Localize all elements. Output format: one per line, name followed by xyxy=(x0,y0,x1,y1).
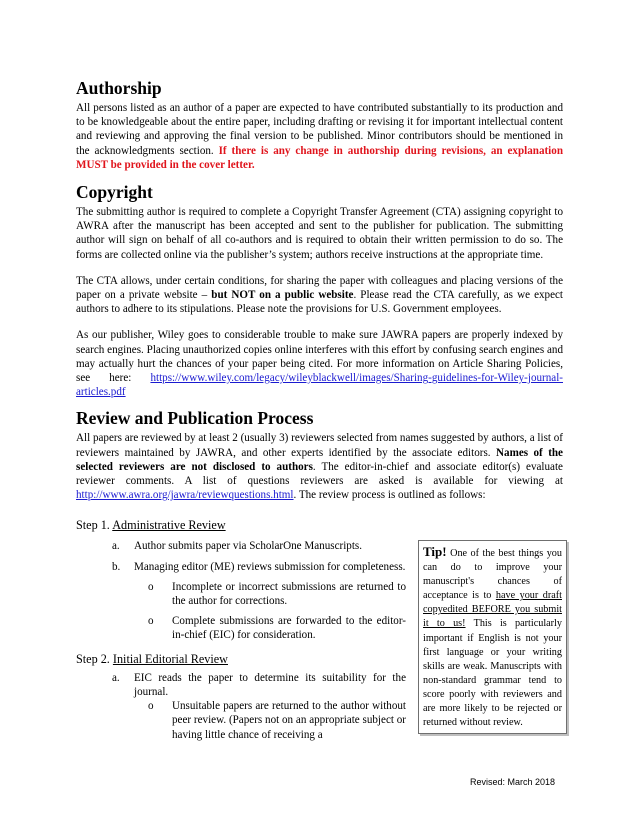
review-questions-link[interactable]: http://www.awra.org/jawra/reviewquestions.html xyxy=(76,489,294,502)
tip-after: This is particularly important if English is not your first language or your writing skills are weak. Manuscripts with non-standard grammar tend to score poorly with reviewers and are more likely to be rejected or returned without review. xyxy=(423,618,562,729)
tip-before: One of the best things you can do to improve your manuscript's chances of acceptance is to xyxy=(423,548,562,602)
bullet-1-text: Incomplete or incorrect submissions are returned to the author for corrections. xyxy=(172,580,406,608)
review-bold: Names of the selected reviewers are not disclosed to authors xyxy=(76,446,563,473)
copyright-paragraph-3 xyxy=(76,328,563,399)
review-text: All papers are reviewed by at least 2 (usually 3) reviewers selected from names suggested by authors, a list of reviewers maintained by JAWRA, and other experts identified by the associate editors. xyxy=(76,432,563,459)
bullet-2-text: Complete submissions are forwarded to the editor-in-chief (EIC) for consideration. xyxy=(172,615,406,642)
step-2-name: Initial Editorial Review xyxy=(112,651,228,666)
steps-column xyxy=(76,518,406,741)
step-1-item-b xyxy=(76,560,406,574)
authorship-paragraph xyxy=(76,101,563,172)
tip-underlined: have your draft copyedited BEFORE you submit it to us! xyxy=(423,590,562,630)
bullet-marker: o xyxy=(148,700,154,713)
copyright-paragraph-1: The submitting author is required to complete a Copyright Transfer Agreement (CTA) assigning copyright to AWRA after the manuscript has been accepted and sent to the publisher for publication. The submitting author will sign on behalf of all co-authors and is required to obtain their written permission to do so. The forms are collected online via the publisher’s system; authors receive instructions at the appropriate time. xyxy=(76,206,563,261)
step-1-bullet-1 xyxy=(76,580,406,608)
item-b-text: Managing editor (ME) reviews submission for completeness. xyxy=(134,560,406,573)
copyright-section xyxy=(76,182,563,399)
step-1-title xyxy=(76,518,406,533)
authorship-body: All persons listed as an author of a paper are expected to have contributed substantially to its production and to be knowledgeable about the entire paper, including drafting or revising it for important intellectual content and reviewing and approving the final version to be published. Minor contributors should be mentioned in the acknowledgments section. xyxy=(76,102,563,157)
copyright-p2-after: . Please read the CTA carefully, as we expect authors to adhere to its stipulations. Please note the provisions for U.S. Government employees. xyxy=(76,289,564,316)
bullet-marker: o xyxy=(148,580,154,593)
review-heading: Review and Publication Process xyxy=(76,408,314,429)
tip-lead: Tip! xyxy=(423,544,447,559)
step-1-prefix: Step 1. xyxy=(76,518,113,533)
step-2-prefix: Step 2. xyxy=(76,651,113,666)
copyright-paragraph-2 xyxy=(76,274,563,317)
bullet-marker: o xyxy=(148,615,154,628)
item-b-marker: b. xyxy=(112,560,121,573)
copyright-heading: Copyright xyxy=(76,182,153,203)
review-section xyxy=(76,408,563,502)
step-2-item-a-text: EIC reads the paper to determine its suitability for the journal. xyxy=(134,671,406,698)
copyright-p3-text: As our publisher, Wiley goes to considerable trouble to make sure JAWRA papers are properly indexed by search engines. Placing unauthorized copies online interferes with this effort by confusing search engines and may actually hurt the chances of your paper being cited. For more information on Article Sharing Policies, see here: xyxy=(76,329,563,385)
item-a-text: Author submits paper via ScholarOne Manuscripts. xyxy=(134,540,362,553)
step-2-bullet-1 xyxy=(76,699,406,742)
authorship-heading: Authorship xyxy=(76,78,162,98)
tip-text xyxy=(419,541,566,730)
copyright-p2-bold: but NOT on a public website xyxy=(211,289,354,302)
step-2-bullet-1-text: Unsuitable papers are returned to the author without peer review. (Papers not on an appropriate subject or having little chance of receiving a xyxy=(172,700,406,741)
tip-box xyxy=(418,540,567,734)
authorship-section xyxy=(76,78,563,172)
step-2-title xyxy=(76,652,406,667)
authorship-emphasis: If there is any change in authorship during revisions, an explanation MUST be provided in the cover letter. xyxy=(76,144,563,171)
step-1-item-a xyxy=(76,539,406,553)
review-paragraph xyxy=(76,431,563,502)
review-mid: . The editor-in-chief and associate editor(s) evaluate reviewer comments. A list of questions reviewers are asked is available for viewing at xyxy=(76,460,563,488)
sharing-guidelines-link[interactable]: https://www.wiley.com/legacy/wileyblackwell/images/Sharing-guidelines-for-Wiley-journal-articles.pdf xyxy=(76,372,563,399)
item-a-marker: a. xyxy=(112,540,120,553)
step-2-item-a xyxy=(76,671,406,699)
item-a-marker: a. xyxy=(112,671,120,684)
review-after: . The review process is outlined as follows: xyxy=(293,489,486,502)
step-1-bullet-2 xyxy=(76,614,406,642)
revised-date: Revised: March 2018 xyxy=(470,777,556,787)
copyright-p2-text: The CTA allows, under certain conditions, for sharing the paper with colleagues and placing versions of the paper on a private website – xyxy=(76,274,563,302)
step-1-name: Administrative Review xyxy=(112,518,226,533)
